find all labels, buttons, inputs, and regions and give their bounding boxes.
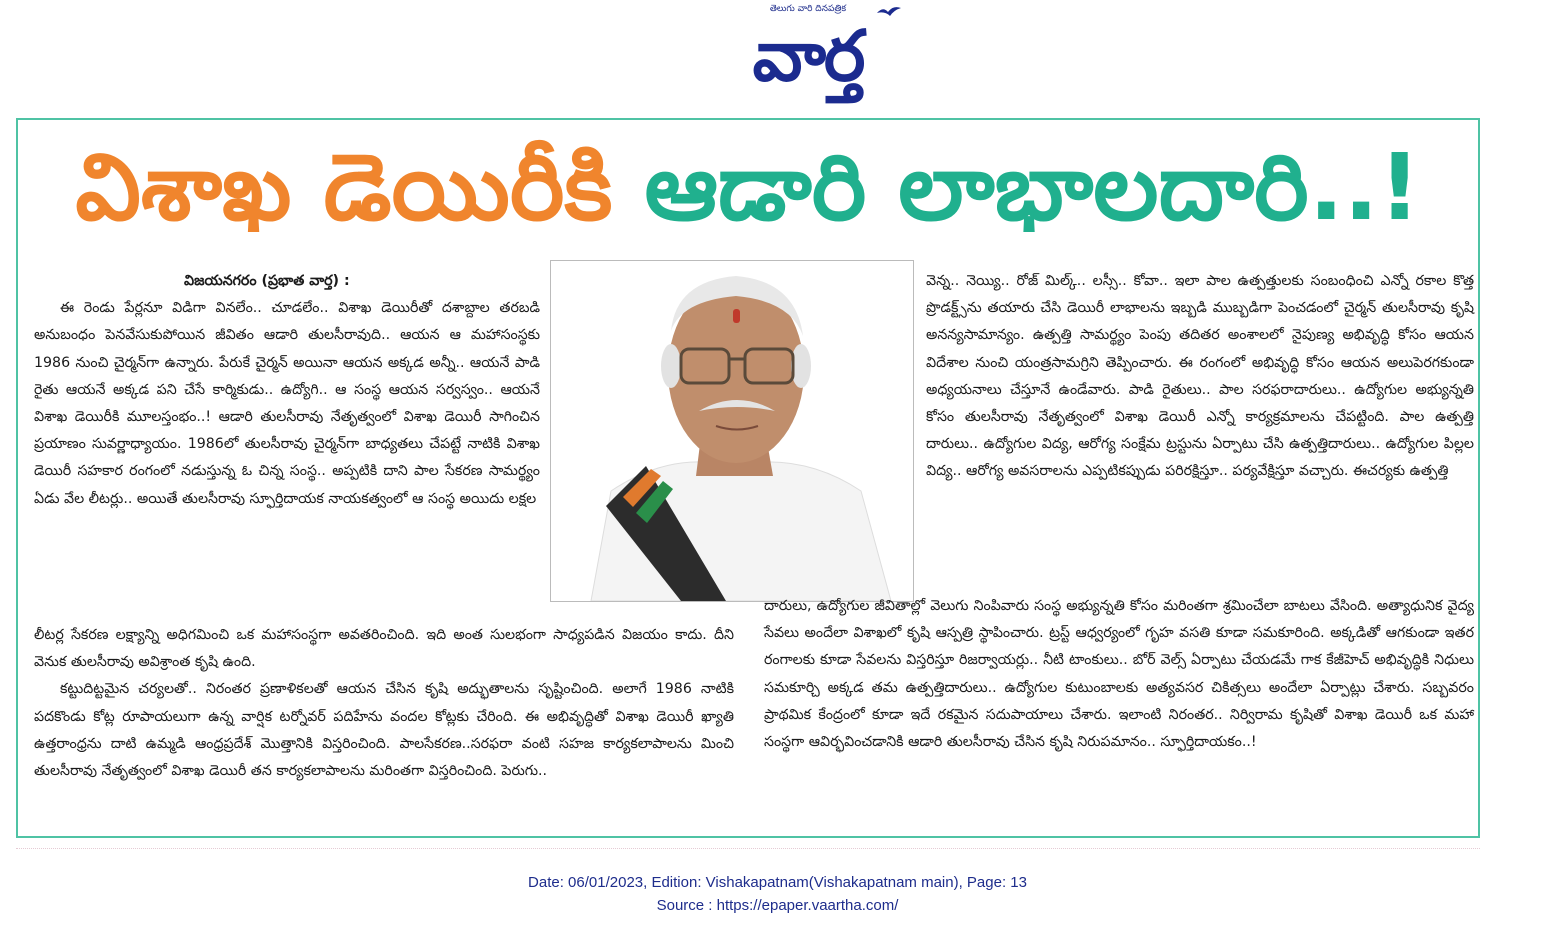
footer-source: Source : https://epaper.vaartha.com/ xyxy=(656,897,899,914)
article-column-bottom-right xyxy=(764,593,1474,756)
article-column-left xyxy=(34,268,540,513)
masthead-logo: వార్త xyxy=(752,15,864,97)
headline-part-orange: విశాఖ డెయిరీకి xyxy=(75,134,613,241)
masthead-tagline: తెలుగు వారి దినపత్రిక xyxy=(769,4,847,14)
portrait-photo xyxy=(550,260,914,602)
article-paragraph-right: వెన్న.. నెయ్యి.. రోజ్ మిల్క్.. లస్సీ.. కోవా.. ఇలా పాల ఉత్పత్తులకు సంబంధించి ఎన్నో రకాల కొత్త ప్రొడక్ట్స్‌ను తయారు చేసి డెయిరీ లాభాలను ఇబ్బడి ముబ్బడిగా పెంచడంలో చైర్మన్ తులసీరావు కృషి అనన్యసామాన్యం. ఉత్పత్తి సామర్థ్యం పెంపు తదితర అంశాలలో నైపుణ్య అభివృద్ధి కోసం ఆయన విదేశాల నుంచి యంత్రసామగ్రిని తెప్పించారు. ఈ రంగంలో అభివృద్ధి కోసం ఆయన అలుపెరగకుండా అధ్యయనాలు చేస్తూనే ఉండేవారు. పాడి రైతులు.. పాల సరఫరాదారులు.. ఉద్యోగుల అభ్యున్నతి కోసం తులసీరావు నేతృత్వంలో విశాఖ డెయిరీ ఎన్నో కార్యక్రమాలను చేపట్టింది. పాల ఉత్పత్తి దారులు.. ఉద్యోగుల విద్య, ఆరోగ్య సంక్షేమ ట్రస్టును ఏర్పాటు చేసి ఉత్పత్తిదారులు.. ఉద్యోగుల పిల్లల విద్య.. ఆరోగ్య అవసరాలను ఎప్పటికప్పుడు పరిరక్షిస్తూ.. పర్యవేక్షిస్తూ వచ్చారు. ఈచర్యకు ఉత్పత్తి xyxy=(926,273,1474,480)
article-column-right xyxy=(926,268,1474,486)
article-paragraph-bottom-left-1: లీటర్ల సేకరణ లక్ష్యాన్ని అధిగమించి ఒక మహాసంస్థగా అవతరించింది. ఇది అంత సులభంగా సాధ్యపడిన విజయం కాదు. దీని వెనుక తులసీరావు అవిశ్రాంత కృషి ఉంది. xyxy=(34,627,734,671)
article-headline xyxy=(18,128,1478,248)
headline-part-green: ఆడారి లాభాలదారి..! xyxy=(644,134,1421,241)
article-dateline: విజయనగరం (ప్రభాత వార్త) : xyxy=(184,273,350,289)
article-paragraph-bottom-left-2: కట్టుదిట్టమైన చర్యలతో.. నిరంతర ప్రణాళికలతో ఆయన చేసిన కృషి అద్భుతాలను సృష్టించింది. అలాగే 1986 నాటికి పదకొండు కోట్ల రూపాయలుగా ఉన్న వార్షిక టర్నోవర్ పదిహేను వందల కోట్లకు చేరింది. ఈ అభివృద్ధితో విశాఖ డెయిరీ ఖ్యాతి ఉత్తరాంధ్రను దాటి ఉమ్మడి ఆంధ్రప్రదేశ్ మొత్తానికి విస్తరించింది. పాలసేకరణ..సరఫరా వంటి సహజ కార్యకలాపాలను మించి తులసీరావు నేతృత్వంలో విశాఖ డెయిరీ తన కార్యకలాపాలను మరింతగా విస్తరించింది. పెరుగు.. xyxy=(34,681,734,780)
footer-date-edition: Date: 06/01/2023, Edition: Vishakapatnam(Vishakapatnam main), Page: 13 xyxy=(528,874,1027,891)
article-paragraph-bottom-right: దారులు, ఉద్యోగుల జీవితాల్లో వెలుగు నింపివారు సంస్థ అభ్యున్నతి కోసం మరింతగా శ్రమించేలా బాటలు వేసింది. అత్యాధునిక వైద్య సేవలు అందేలా విశాఖలో కృషి ఆస్పత్రి స్థాపించారు. ట్రస్ట్ ఆధ్వర్యంలో గృహ వసతి కూడా సమకూరింది. అక్కడితో ఆగకుండా ఇతర రంగాలకు కూడా సేవలను విస్తరిస్తూ రిజర్వాయర్లు.. నీటి టాంకులు.. బోర్ వెల్స్ ఏర్పాటు చేయడమే గాక కేజీహెచ్ అభివృద్ధికి నిధులు సమకూర్చి అక్కడ తమ ఉత్పత్తిదారులు.. ఉద్యోగుల కుటుంబాలకు అత్యవసర చికిత్సలు అందేలా ఏర్పాట్లు చేశారు. సబ్బవరం ప్రాథమిక కేంద్రంలో కూడా ఇదే రకమైన సదుపాయాలు చేశారు. ఇలాంటి నిరంతర.. నిర్విరామ కృషితో విశాఖ డెయిరీ ఒక మహా సంస్థగా ఆవిర్భవించడానికి ఆడారి తులసీరావు చేసిన కృషి నిరుపమానం.. స్ఫూర్తిదాయకం..! xyxy=(764,598,1474,751)
article-paragraph-left: ఈ రెండు పేర్లనూ విడిగా వినలేం.. చూడలేం.. విశాఖ డెయిరీతో దశాబ్దాల తరబడి అనుబంధం పెనవేసుకుపోయిన జీవితం ఆడారి తులసీరావుది.. ఆయన ఆ మహాసంస్థకు 1986 నుంచి చైర్మన్‌గా ఉన్నారు. పేరుకే చైర్మన్ అయినా ఆయన అక్కడ అన్నీ.. ఆయనే పాడి రైతు ఆయనే అక్కడ పని చేసే కార్మికుడు.. ఉద్యోగి.. ఆ సంస్థ ఆయన సర్వస్వం.. ఆయనే విశాఖ డెయిరీకి మూలస్తంభం..! ఆడారి తులసీరావు నేతృత్వంలో విశాఖ డెయిరీ సాగించిన ప్రయాణం సువర్ణాధ్యాయం. 1986లో తులసీరావు చైర్మన్‌గా బాధ్యతలు చేపట్టే నాటికి విశాఖ డెయిరీ సహకార రంగంలో నడుస్తున్న ఓ చిన్న సంస్థ.. అప్పటికి దాని పాల సేకరణ సామర్థ్యం ఏడు వేల లీటర్లు.. అయితే తులసీరావు స్ఫూర్తిదాయక నాయకత్వంలో ఆ సంస్థ అయిదు లక్షల xyxy=(34,300,540,507)
page-divider xyxy=(16,848,1480,857)
newspaper-masthead xyxy=(688,4,928,100)
portrait-illustration xyxy=(551,261,913,601)
article-column-bottom-left xyxy=(34,622,734,785)
